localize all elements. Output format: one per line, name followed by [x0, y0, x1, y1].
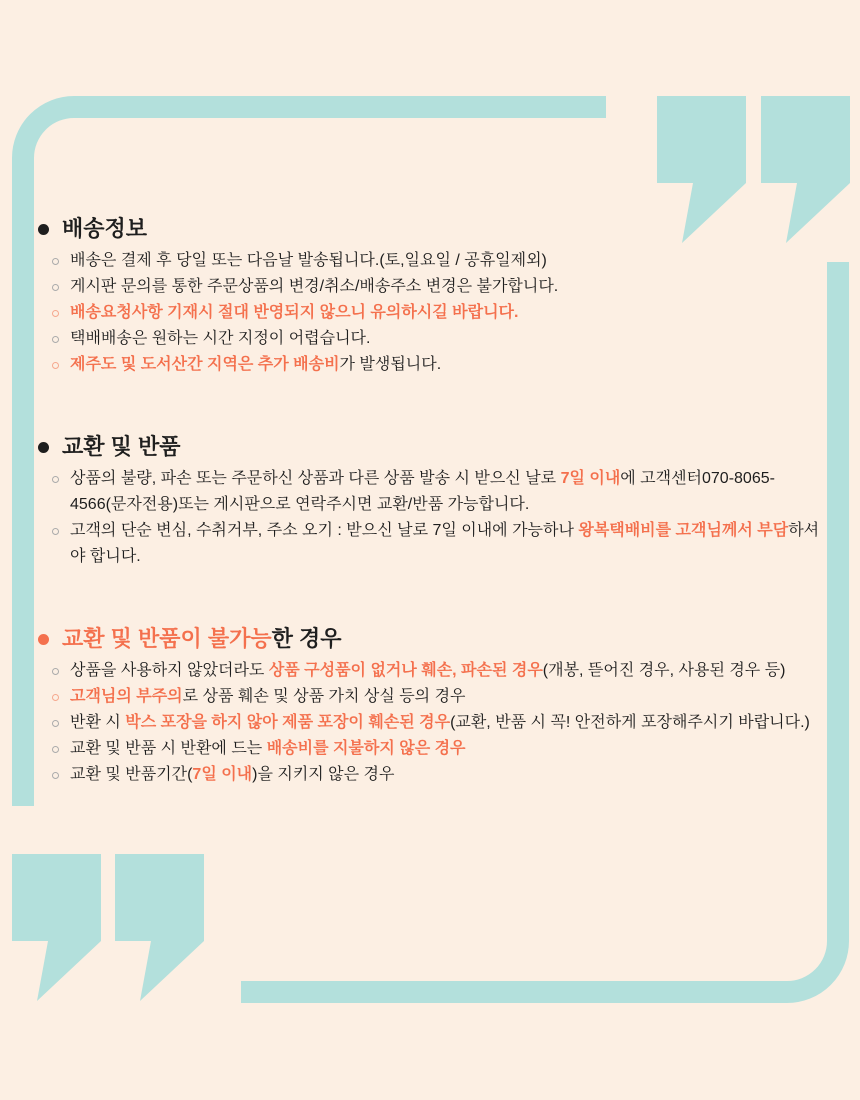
list-bullet-icon — [52, 720, 59, 727]
policy-list-item — [52, 300, 830, 326]
list-bullet-icon — [52, 310, 59, 317]
text-run: 상품 구성품이 없거나 훼손, 파손된 경우 — [268, 662, 543, 679]
heading-bullet-icon — [38, 634, 49, 645]
policy-list-item — [52, 466, 830, 518]
list-bullet-icon — [52, 668, 59, 675]
text-run: 고객님의 부주의 — [70, 688, 183, 705]
policy-list-item — [52, 684, 830, 710]
text-run: (개봉, 뜯어진 경우, 사용된 경우 등) — [542, 662, 786, 679]
policy-list-item — [52, 274, 830, 300]
list-bullet-icon — [52, 476, 59, 483]
policy-list — [38, 658, 830, 788]
policy-list-item — [52, 762, 830, 788]
policy-list-item — [52, 326, 830, 352]
item-text — [70, 736, 466, 762]
text-run: 택배배송은 원하는 시간 지정이 어렵습니다. — [70, 330, 371, 347]
text-run: 배송은 결제 후 당일 또는 다음날 발송됩니다.(토,일요일 / 공휴일제외) — [70, 252, 547, 269]
text-run: 반환 시 — [70, 714, 126, 731]
text-run: (교환, 반품 시 꼭! 안전하게 포장해주시기 바랍니다.) — [450, 714, 810, 731]
item-text — [70, 466, 830, 518]
item-text — [70, 300, 518, 326]
list-bullet-icon — [52, 772, 59, 779]
section-heading — [38, 216, 830, 242]
item-text — [70, 352, 441, 378]
item-text — [70, 248, 547, 274]
policy-list-item — [52, 710, 830, 736]
list-bullet-icon — [52, 258, 59, 265]
item-text — [70, 684, 466, 710]
item-text — [70, 274, 558, 300]
list-bullet-icon — [52, 336, 59, 343]
heading-bullet-icon — [38, 224, 49, 235]
text-run: 상품의 불량, 파손 또는 주문하신 상품과 다른 상품 발송 시 받으신 날로 — [70, 470, 561, 487]
heading-text — [62, 216, 147, 242]
policy-list — [38, 466, 830, 570]
text-run: 7일 이내 — [192, 766, 253, 783]
item-text — [70, 762, 394, 788]
heading-text — [62, 626, 341, 652]
list-bullet-icon — [52, 694, 59, 701]
text-run: 교환 및 반품기간( — [70, 766, 193, 783]
policy-list-item — [52, 658, 830, 684]
list-bullet-icon — [52, 362, 59, 369]
text-run: 게시판 문의를 통한 주문상품의 변경/취소/배송주소 변경은 불가합니다. — [70, 278, 559, 295]
text-run: 하셔야 합니다. — [70, 522, 820, 565]
policy-list-item — [52, 518, 830, 570]
item-text — [70, 658, 785, 684]
text-run: 배송비를 지불하지 않은 경우 — [266, 740, 466, 757]
policy-list-item — [52, 736, 830, 762]
text-run: 상품을 사용하지 않았더라도 — [70, 662, 269, 679]
heading-text-run: 배송정보 — [62, 216, 148, 241]
heading-text-run: 한 경우 — [271, 626, 342, 651]
text-run: 제주도 및 도서산간 지역은 추가 배송비 — [70, 356, 340, 373]
text-run: 왕복택배비를 고객님께서 부담 — [578, 522, 789, 539]
policy-content — [38, 216, 830, 844]
text-run: 에 고객센터070-8065-4566(문자전용)또는 게시판으로 연락주시면 교환/반품 가능합니다. — [70, 470, 775, 513]
text-run: 교환 및 반품 시 반환에 드는 — [70, 740, 267, 757]
heading-text — [62, 434, 181, 460]
item-text — [70, 710, 810, 736]
closing-quote-icon — [12, 854, 101, 1002]
text-run: 배송요청사항 기재시 절대 반영되지 않으니 유의하시길 바랍니다. — [70, 304, 519, 321]
heading-bullet-icon — [38, 442, 49, 453]
section-shipping-info — [38, 216, 830, 378]
text-run: 7일 이내 — [560, 470, 621, 487]
item-text — [70, 326, 370, 352]
item-text — [70, 518, 830, 570]
section-exchange-return-impossible — [38, 626, 830, 788]
text-run: 고객의 단순 변심, 수취거부, 주소 오기 : 받으신 날로 7일 이내에 가능하나 — [70, 522, 579, 539]
heading-text-run: 교환 및 반품이 불가능 — [62, 626, 272, 651]
list-bullet-icon — [52, 528, 59, 535]
list-bullet-icon — [52, 746, 59, 753]
text-run: )을 지키지 않은 경우 — [252, 766, 395, 783]
text-run: 가 발생됩니다. — [339, 356, 442, 373]
closing-quote-icon — [115, 854, 204, 1002]
section-heading — [38, 434, 830, 460]
text-run: 박스 포장을 하지 않아 제품 포장이 훼손된 경우 — [125, 714, 451, 731]
section-exchange-return — [38, 434, 830, 570]
list-bullet-icon — [52, 284, 59, 291]
heading-text-run: 교환 및 반품 — [62, 434, 181, 459]
policy-list-item — [52, 352, 830, 378]
policy-list-item — [52, 248, 830, 274]
policy-list — [38, 248, 830, 378]
section-heading — [38, 626, 830, 652]
text-run: 로 상품 훼손 및 상품 가치 상실 등의 경우 — [182, 688, 466, 705]
